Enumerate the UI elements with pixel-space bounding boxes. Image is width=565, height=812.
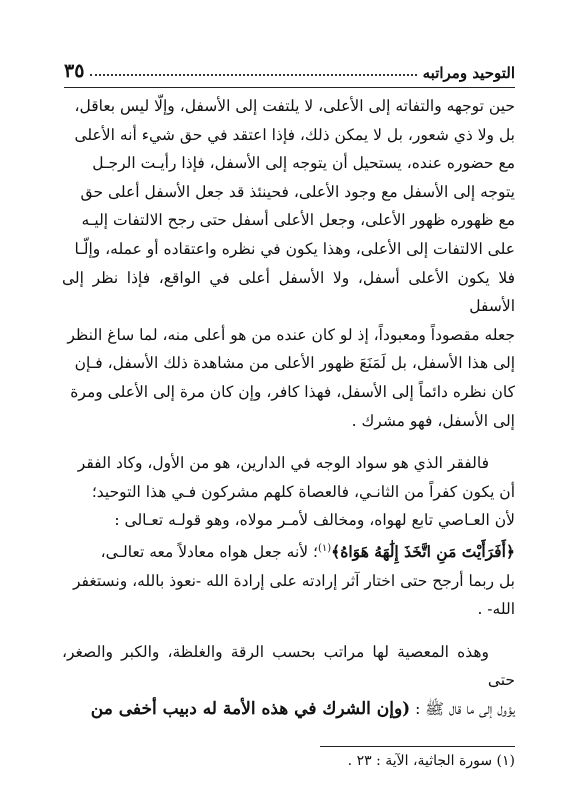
paragraph-3: [62, 638, 515, 724]
text-line: جعله مقصوداً ومعبوداً، إذ لو كان عنده من هو أعلى منه، لما ساغ النظر: [67, 325, 515, 344]
hadith-quote: (وإن الشرك في هذه الأمة له دبيب أخفى من: [90, 699, 411, 720]
paragraph-2: [62, 449, 515, 624]
text-line: كان نظره دائماً إلى الأسفل، فهذا كافر، وإن كان مرة إلى الأعلى ومرة: [70, 382, 515, 401]
text-line: حين توجهه والتفاته إلى الأعلى، لا يلتفت إلى الأسفل، وإلّا ليس بعاقل،: [74, 97, 515, 115]
footnote-marker: (١): [317, 542, 332, 554]
text-line: إلى الأسفل، فهو مشرك .: [351, 411, 515, 430]
footnote-rule: [320, 746, 515, 747]
text-line: مع ظهوره ظهور الأعلى، وجعل الأعلى أسفل حتى رجح الالتفات إليـه: [81, 211, 515, 230]
hadith-lead: يؤول إلى ما قال ﷺ :: [410, 700, 515, 719]
text-line: فلا يكون الأعلى أسفل، ولا الأسفل أعلى في الواقع، فإذا نظر إلى الأسفل: [62, 268, 515, 316]
text-line: وهذه المعصية لها مراتب بحسب الرقة والغلظة، والكبر والصغر، حتى: [62, 642, 515, 690]
text-line: يتوجه إلى الأسفل مع وجود الأعلى، فحينئذ قد جعل الأسفل أعلى حق: [80, 182, 515, 201]
text-line: لأن العـاصي تابع لهواه، ومخالف لأمـر مولاه، وهو قولـه تعـالى :: [114, 511, 515, 530]
footnote: (١) سورة الجاثية، الآية : ٢٣ .: [347, 753, 515, 769]
header-dotted-leader: [90, 73, 416, 76]
text-line: فالفقر الذي هو سواد الوجه في الدارين، هو من الأول، وكاد الفقر: [77, 454, 489, 473]
text-line: أن يكون كفراً من الثانـي، فالعصاة كلهم مشركون فـي هذا التوحيد؛: [91, 482, 515, 501]
text-line: إلى هذا الأسفل، بل لَمَنَعَ ظهور الأعلى من مشاهدة ذلك الأسفل، فـإن: [74, 354, 515, 373]
running-title: التوحيد ومراتبه: [422, 64, 515, 82]
text-line: على الالتفات إلى الأعلى، وهذا يكون في نظره واعتقاده أو عمله، وإلّـا: [74, 239, 515, 258]
quran-verse: ﴿أَفَرَأَيْتَ مَنِ اتَّخَذَ إِلَٰهَهُ هَوَاهُ﴾: [331, 542, 515, 562]
text-line: بل ربما أرجح حتى اختار آثر إرادته على إرادة الله -نعوذ بالله، ونستغفر: [73, 571, 515, 590]
running-header: [64, 58, 515, 82]
header-rule: [64, 87, 515, 88]
page-number: ٣٥: [64, 60, 85, 82]
text-line: مع حضوره عنده، يستحيل أن يتوجه إلى الأسفل، فإذا رأيـت الرجـل: [92, 154, 515, 173]
quran-line-rest: ؛ لأنه جعل هواه معادلاً معه تعالـى،: [100, 543, 318, 562]
quran-line: [62, 535, 515, 567]
text-line: الله- .: [477, 600, 515, 619]
text-line: بل ولا ذي شعور، بل لا يمكن ذلك، فإذا اعتقد في حق شيء أنه الأعلى: [74, 125, 515, 144]
body-text: [62, 92, 515, 724]
paragraph-1: [62, 92, 515, 435]
text-line: [62, 695, 515, 724]
